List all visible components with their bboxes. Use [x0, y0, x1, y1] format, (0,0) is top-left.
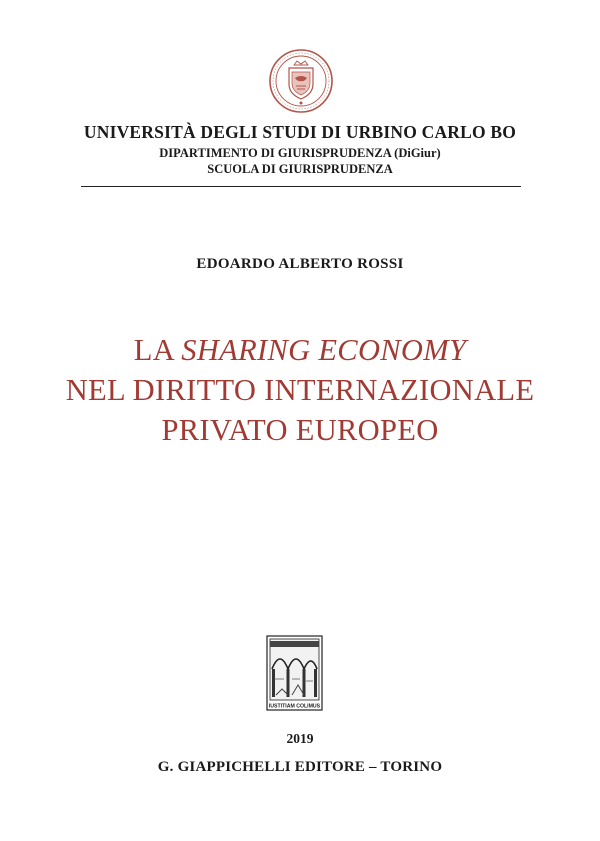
- header-divider: [81, 186, 521, 187]
- university-seal-icon: [268, 48, 334, 114]
- publisher-emblem-icon: [266, 635, 323, 711]
- publisher-name: G. GIAPPICHELLI EDITORE – TORINO: [157, 759, 443, 775]
- emblem-motto: IUSTITIAM COLIMUS: [268, 703, 321, 710]
- author-name: EDOARDO ALBERTO ROSSI: [196, 256, 404, 272]
- title-line-1: [0, 330, 600, 370]
- book-title: [0, 330, 600, 450]
- title-italic: SHARING ECONOMY: [181, 333, 467, 367]
- publication-year: 2019: [286, 731, 314, 746]
- title-line-2: NEL DIRITTO INTERNAZIONALE: [65, 373, 535, 407]
- title-line-3: PRIVATO EUROPEO: [161, 413, 439, 447]
- department-name: DIPARTIMENTO DI GIURISPRUDENZA (DiGiur): [159, 146, 441, 160]
- school-name: SCUOLA DI GIURISPRUDENZA: [207, 162, 393, 176]
- institution-header: [0, 121, 600, 177]
- title-prefix: LA: [133, 333, 182, 367]
- university-name: UNIVERSITÀ DEGLI STUDI DI URBINO CARLO BO: [83, 122, 517, 142]
